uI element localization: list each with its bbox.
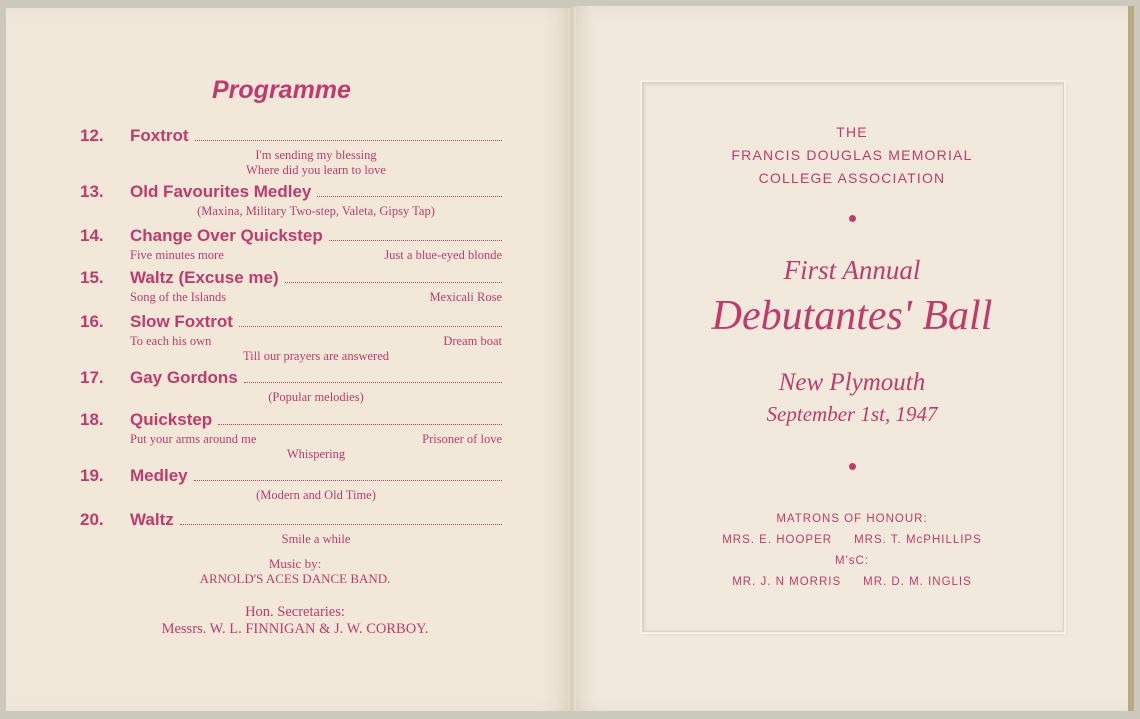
tune-list [80,390,510,405]
tune-right: Prisoner of love [422,432,502,446]
tune-list [80,432,510,461]
dance-name: Change Over Quickstep [130,226,323,245]
assoc-line-3: COLLEGE ASSOCIATION [758,170,946,186]
music-credit [80,556,510,586]
tune-list [80,532,510,547]
programme-entry [80,466,510,503]
dotted-leader [285,281,502,283]
dotted-leader [218,423,502,425]
association-name [642,121,1062,190]
dotted-leader [239,325,502,327]
dance-name: Foxtrot [130,126,189,145]
programme-entry [80,312,510,363]
tune-right: Dream boat [443,334,502,348]
tune-list [80,248,510,263]
tune-line: I'm sending my blessing [255,148,377,162]
entry-number: 19. [80,466,104,485]
entry-number: 14. [80,226,104,245]
tune-right: Just a blue-eyed blonde [384,248,502,262]
dotted-leader [195,139,502,141]
dance-name: Slow Foxtrot [130,312,233,331]
tune-left: To each his own [130,334,212,348]
programme-entry [80,510,510,547]
secretaries-names: Messrs. W. L. FINNIGAN & J. W. CORBOY. [161,621,429,637]
honours-block [642,509,1062,593]
programme-entry [80,268,510,305]
event-title: Debutantes' Ball [711,293,993,339]
mc-2: MR. D. M. INGLIS [863,576,972,588]
secretaries-label: Hon. Secretaries: [245,604,345,620]
tune-line: Where did you learn to love [246,162,386,177]
programme-entry [80,182,510,219]
tune-list [80,290,510,305]
dotted-leader [194,479,502,481]
event-subtitle: First Annual [783,255,921,285]
dance-name: Waltz [130,510,174,529]
entry-number: 17. [80,368,104,387]
event-date: September 1st, 1947 [766,402,938,426]
tune-line-pair [130,290,502,305]
dance-name: Medley [130,466,188,485]
card-fold [568,8,576,711]
band-name: ARNOLD'S ACES DANCE BAND. [199,571,391,586]
dotted-leader [317,195,502,197]
programme-entry [80,126,510,177]
ornament-dot-bottom [642,463,1062,470]
tune-line: Whispering [286,446,346,461]
tune-right: Mexicali Rose [429,290,502,304]
tune-line: (Modern and Old Time) [256,488,376,502]
tune-list [80,148,510,177]
programme-entry [80,226,510,263]
tune-line: Smile a while [281,532,351,546]
dance-name: Gay Gordons [130,368,238,387]
tune-line-pair [130,432,502,447]
dance-name: Quickstep [130,410,213,429]
tune-line: (Popular melodies) [268,390,364,404]
entry-number: 13. [80,182,104,201]
tune-left: Put your arms around me [130,432,257,446]
matrons-label: MATRONS OF HONOUR: [776,513,928,525]
tune-left: Five minutes more [130,248,224,262]
entry-number: 12. [80,126,104,145]
matron-1: MRS. E. HOOPER [722,534,833,546]
entry-number: 15. [80,268,104,287]
tune-line: (Maxina, Military Two-step, Valeta, Gipsy Tap) [197,204,435,218]
tune-line-pair [130,248,502,263]
music-label: Music by: [268,556,322,571]
event-place: New Plymouth [778,369,926,396]
tune-line-pair [130,334,502,349]
assoc-line-1: THE [836,124,868,140]
mcs-label: M'sC: [834,555,870,567]
programme-title: Programme [212,76,351,104]
dotted-leader [180,523,502,525]
entry-number: 16. [80,312,104,331]
entry-number: 18. [80,410,104,429]
programme-entry [80,368,510,405]
dotted-leader [329,239,502,241]
matron-2: MRS. T. McPHILLIPS [854,534,982,546]
tune-list [80,488,510,503]
programme-entry [80,410,510,461]
tune-list [80,334,510,363]
assoc-line-2: FRANCIS DOUGLAS MEMORIAL [731,147,973,163]
dance-name: Old Favourites Medley [130,182,312,201]
tune-line: Till our prayers are answered [242,348,390,363]
ornament-dot-top [642,215,1062,222]
tune-left: Song of the Islands [130,290,227,304]
dance-name: Waltz (Excuse me) [130,268,279,287]
entry-number: 20. [80,510,104,529]
secretaries-credit [80,604,510,638]
mc-1: MR. J. N MORRIS [732,576,842,588]
dotted-leader [244,381,502,383]
tune-list [80,204,510,219]
